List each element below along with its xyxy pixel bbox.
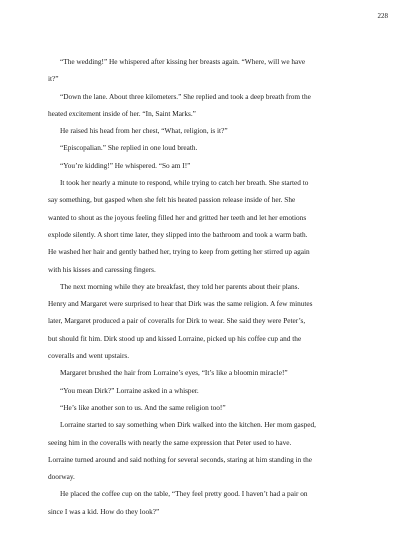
- paragraph: [48, 399, 386, 416]
- paragraph: [48, 157, 386, 174]
- text-line: He placed the coffee cup on the table, “They feel pretty good. I haven’t had a pair on: [60, 489, 308, 499]
- paragraph: [48, 485, 386, 520]
- text-line: He washed her hair and gently bathed her, trying to keep from getting her stirred up again: [48, 247, 310, 257]
- body-text: [48, 53, 386, 520]
- text-line: seeing him in the coveralls with nearly the same expression that Peter used to have.: [48, 437, 292, 447]
- text-line: Margaret brushed the hair from Lorraine’s eyes, “It’s like a bloomin miracle!”: [60, 368, 288, 378]
- text-line: coveralls and went upstairs.: [48, 351, 130, 361]
- text-line: explode silently. A short time later, they slipped into the bathroom and took a warm bath.: [48, 229, 308, 239]
- text-line: “The wedding!” He whispered after kissing her breasts again. “Where, will we have: [60, 57, 306, 66]
- paragraph: [48, 88, 386, 123]
- text-line: wanted to shout as the joyous feeling filled her and gritted her teeth and let her emotions: [48, 212, 307, 222]
- text-line: Lorraine started to say something when Dirk walked into the kitchen. Her mom gasped,: [60, 420, 316, 430]
- paragraph: [48, 416, 386, 485]
- text-line: “You mean Dirk?” Lorraine asked in a whisper.: [60, 385, 199, 395]
- text-line: say something, but gasped when she felt his heated passion release inside of her. She: [48, 195, 296, 205]
- paragraph: [48, 278, 386, 364]
- paragraph: [48, 53, 386, 88]
- text-line: it?”: [48, 74, 59, 84]
- paragraph: [48, 139, 386, 156]
- text-line: heated excitement inside of her. “In, Saint Marks.”: [48, 108, 196, 118]
- text-line: but should fit him. Dirk stood up and kissed Lorraine, picked up his coffee cup and the: [48, 333, 302, 343]
- text-line: “You’re kidding!” He whispered. “So am I!”: [60, 160, 191, 170]
- text-line: “Episcopalian.” She replied in one loud breath.: [60, 143, 198, 153]
- text-line: Lorraine turned around and said nothing for several seconds, staring at him standing in the: [48, 454, 313, 464]
- text-line: “Down the lane. About three kilometers.” She replied and took a deep breath from the: [60, 91, 311, 101]
- paragraph: [48, 382, 386, 399]
- text-line: “He’s like another son to us. And the same religion too!”: [60, 402, 226, 412]
- paragraph: [48, 364, 386, 381]
- text-line: doorway.: [48, 472, 75, 482]
- paragraph: [48, 122, 386, 139]
- text-line: It took her nearly a minute to respond, while trying to catch her breath. She started to: [60, 178, 309, 188]
- text-line: The next morning while they ate breakfast, they told her parents about their plans.: [60, 281, 300, 291]
- text-line: with his kisses and caressing fingers.: [48, 264, 156, 274]
- text-line: later, Margaret produced a pair of coveralls for Dirk to wear. She said they were Peter’s,: [48, 316, 306, 326]
- text-line: He raised his head from her chest, “What, religion, is it?”: [60, 126, 228, 136]
- page-number: 228: [377, 12, 388, 20]
- paragraph: [48, 174, 386, 278]
- text-line: since I was a kid. How do they look?”: [48, 506, 160, 516]
- text-line: Henry and Margaret were surprised to hear that Dirk was the same religion. A few minutes: [48, 299, 313, 309]
